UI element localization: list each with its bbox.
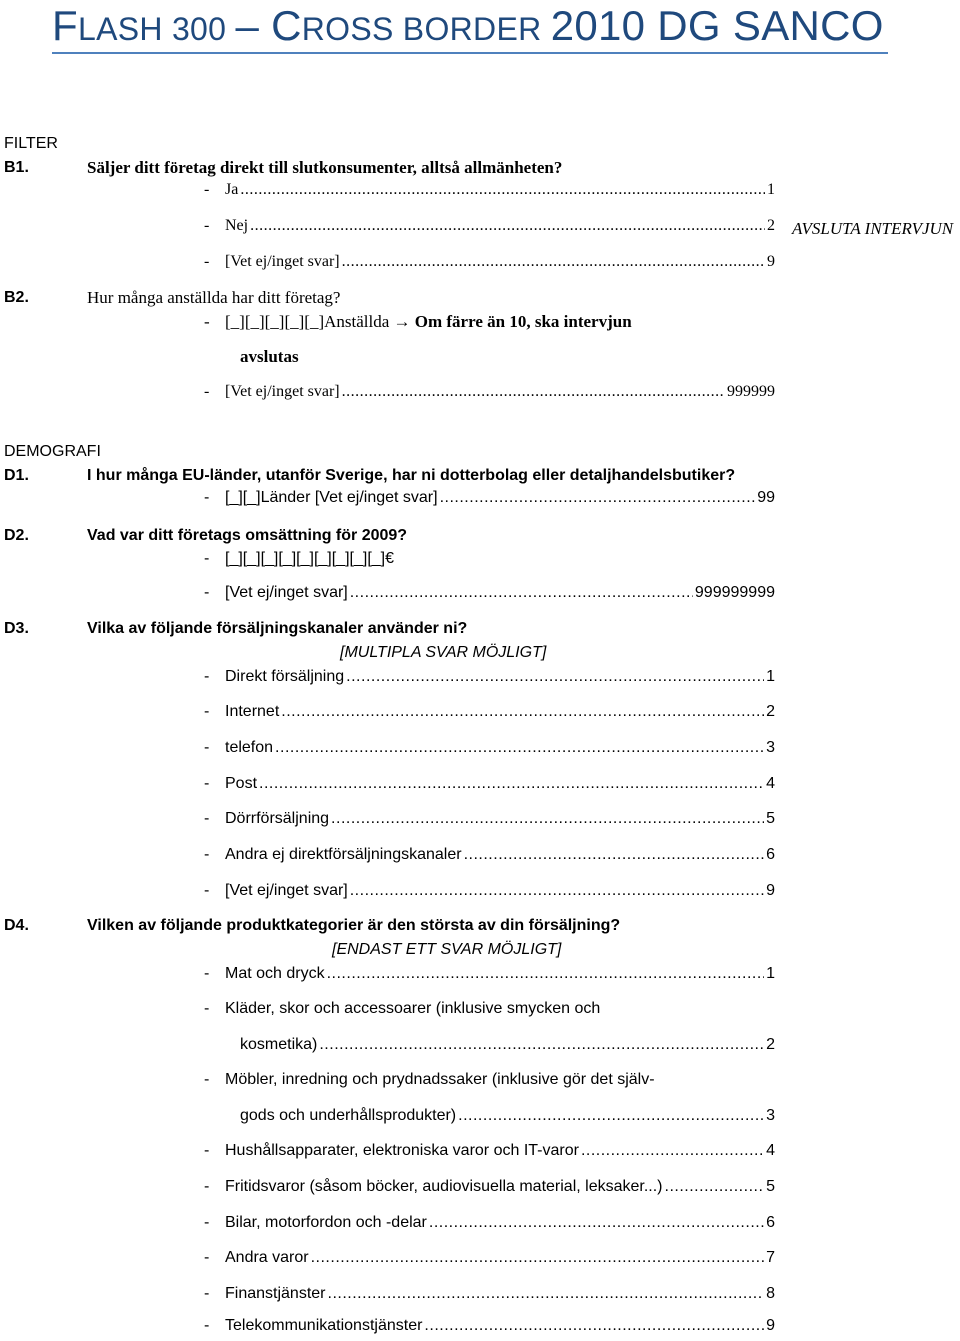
page-title: FLASH 300 – CROSS BORDER 2010 DG SANCO — [52, 2, 884, 49]
question-number-d2: D2. — [4, 527, 29, 544]
instruction-d4: [ENDAST ETT SVAR MÖJLIGT] — [332, 941, 562, 958]
section-label-filter: FILTER — [4, 135, 58, 152]
option-d4-mat[interactable]: - Mat och dryck ..... 1 — [204, 965, 775, 989]
option-b1-ja[interactable]: - Ja ..... 1 — [204, 181, 775, 205]
option-d4-finans[interactable]: - Finanstjänster ..... 8 — [204, 1285, 775, 1309]
option-d3-post[interactable]: - Post ..... 4 — [204, 775, 775, 799]
option-d2-vet-ej[interactable]: - [Vet ej/inget svar] ..... 999999999 — [204, 584, 775, 608]
end-interview-note: AVSLUTA INTERVJUN — [792, 219, 954, 238]
instruction-d3: [MULTIPLA SVAR MÖJLIGT] — [340, 644, 547, 661]
option-d3-vet-ej[interactable]: - [Vet ej/inget svar] ..... 9 — [204, 882, 775, 906]
option-d4-mobler-line1[interactable]: - Möbler, inredning och prydnadssaker (inklusive gör det själv- — [204, 1071, 655, 1088]
question-text-d4: Vilken av följande produktkategorier är den största av din försäljning? — [87, 917, 621, 934]
option-d3-andra[interactable]: - Andra ej direktförsäljningskanaler ..... 6 — [204, 846, 775, 870]
question-number-d3: D3. — [4, 620, 29, 637]
question-number-d4: D4. — [4, 917, 29, 934]
option-b2-vet-ej[interactable]: - [Vet ej/inget svar] ..... 999999 — [204, 383, 775, 407]
entry-b2-employees[interactable]: - [_][_][_][_][_]Anställda → Om färre än 10, ska intervjun — [204, 312, 632, 331]
question-number-d1: D1. — [4, 467, 29, 484]
option-b1-nej[interactable]: - Nej ..... 2 — [204, 217, 775, 241]
question-text-d3: Vilka av följande försäljningskanaler använder ni? — [87, 620, 468, 637]
question-text-d1: I hur många EU-länder, utanför Sverige, har ni dotterbolag eller detaljhandelsbutiker? — [87, 467, 736, 484]
option-d4-kladder-line1[interactable]: - Kläder, skor och accessoarer (inklusive smycken och — [204, 1000, 601, 1017]
option-d3-internet[interactable]: - Internet ..... 2 — [204, 703, 775, 727]
option-d4-hushall[interactable]: - Hushållsapparater, elektroniska varor och IT-varor ..... 4 — [204, 1142, 775, 1166]
title-divider — [52, 52, 888, 54]
section-label-demografi: DEMOGRAFI — [4, 443, 101, 460]
option-d3-telefon[interactable]: - telefon ..... 3 — [204, 739, 775, 763]
option-d3-dorrforsaljning[interactable]: - Dörrförsäljning ..... 5 — [204, 810, 775, 834]
entry-d2-turnover[interactable]: - [_][_][_][_][_][_][_][_][_]€ — [204, 550, 394, 567]
question-text-b1: Säljer ditt företag direkt till slutkonsumenter, alltså allmänheten? — [87, 158, 563, 177]
option-d4-bilar[interactable]: - Bilar, motorfordon och -delar ..... 6 — [204, 1214, 775, 1238]
option-d1-countries[interactable]: - [_][_]Länder [Vet ej/inget svar] ..... 99 — [204, 489, 775, 513]
entry-b2-continuation: avslutas — [240, 347, 299, 366]
question-text-b2: Hur många anställda har ditt företag? — [87, 288, 341, 307]
option-d4-mobler[interactable]: gods och underhållsprodukter) ..... 3 — [240, 1107, 775, 1131]
option-d4-kladder[interactable]: kosmetika) ..... 2 — [240, 1036, 775, 1060]
option-d4-telekom[interactable]: - Telekommunikationstjänster ..... 9 — [204, 1317, 775, 1341]
option-d4-andra[interactable]: - Andra varor ..... 7 — [204, 1249, 775, 1273]
option-d4-fritid[interactable]: - Fritidsvaror (såsom böcker, audiovisuella material, leksaker...) ..... 5 — [204, 1178, 775, 1202]
arrow-right-icon: → — [393, 312, 411, 331]
question-text-d2: Vad var ditt företags omsättning för 2009? — [87, 527, 408, 544]
question-number-b2: B2. — [4, 289, 29, 306]
question-number-b1: B1. — [4, 159, 29, 176]
option-d3-direkt[interactable]: - Direkt försäljning ..... 1 — [204, 668, 775, 692]
option-b1-vet-ej[interactable]: - [Vet ej/inget svar] ..... 9 — [204, 253, 775, 277]
